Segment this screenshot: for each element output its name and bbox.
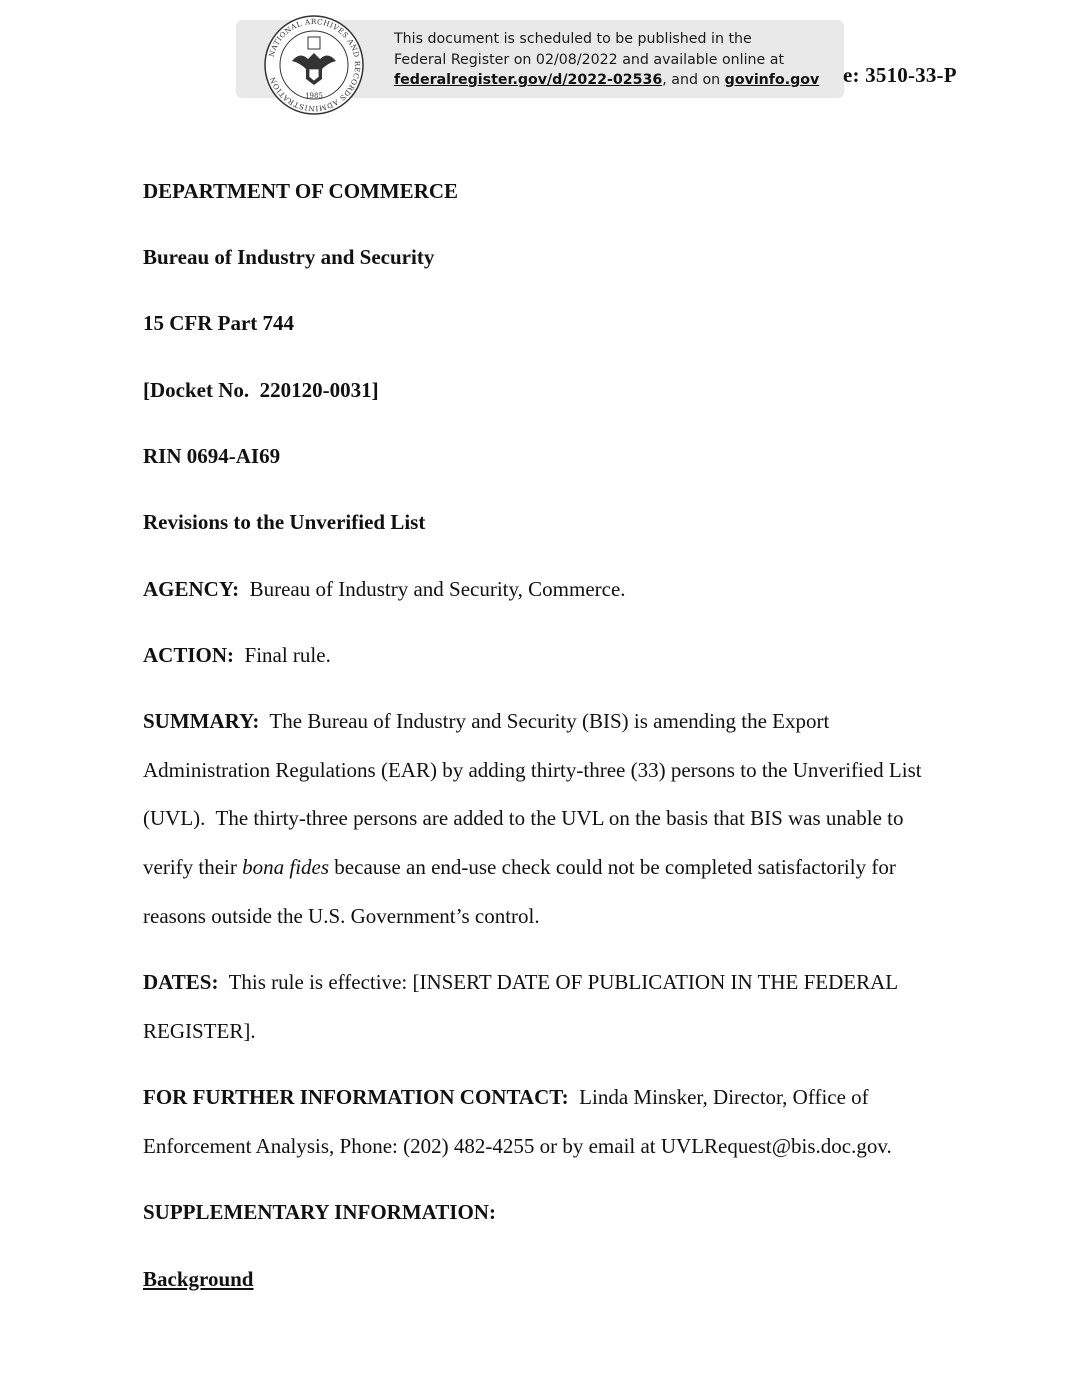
summary-line-3: (UVL). The thirty-three persons are added to the UVL on the basis that BIS was unable to xyxy=(143,806,904,830)
publication-banner xyxy=(236,16,844,114)
summary-text-1: The Bureau of Industry and Security (BIS) is amending the Export xyxy=(259,709,830,733)
govinfo-link[interactable]: govinfo.gov xyxy=(724,72,820,88)
federalregister-link[interactable]: federalregister.gov/d/2022-02536 xyxy=(394,72,663,88)
summary-line-1 xyxy=(143,709,829,734)
department-heading: DEPARTMENT OF COMMERCE xyxy=(143,179,459,203)
summary-line-2: Administration Regulations (EAR) by adding thirty-three (33) persons to the Unverified List xyxy=(143,758,922,782)
contact-line-2: Enforcement Analysis, Phone: (202) 482-4255 or by email at UVLRequest@bis.doc.gov. xyxy=(143,1134,892,1158)
summary-text-4a: verify their xyxy=(143,855,243,879)
banner-mid-text: , and on xyxy=(662,72,725,88)
background-heading: Background xyxy=(143,1267,254,1291)
action-line xyxy=(143,643,331,668)
agency-text: Bureau of Industry and Security, Commerce. xyxy=(239,577,626,601)
rule-title: Revisions to the Unverified List xyxy=(143,510,426,534)
summary-line-4 xyxy=(143,855,896,880)
dates-line-2: REGISTER]. xyxy=(143,1019,256,1043)
cfr-part: 15 CFR Part 744 xyxy=(143,311,295,335)
action-label: ACTION: xyxy=(143,643,235,667)
contact-line-1 xyxy=(143,1085,869,1110)
contact-text-1: Linda Minsker, Director, Office of xyxy=(568,1085,869,1109)
summary-line-5: reasons outside the U.S. Government’s control. xyxy=(143,904,540,928)
dates-text-1: This rule is effective: [INSERT DATE OF PUBLICATION IN THE FEDERAL xyxy=(218,970,899,994)
banner-text xyxy=(394,29,819,91)
seal-year: 1985 xyxy=(305,92,323,100)
action-text: Final rule. xyxy=(234,643,331,667)
banner-line-3 xyxy=(394,70,819,91)
supplementary-heading: SUPPLEMENTARY INFORMATION: xyxy=(143,1200,496,1224)
bureau-heading: Bureau of Industry and Security xyxy=(143,245,435,269)
dates-line-1 xyxy=(143,970,898,995)
svg-text:NATIONAL ARCHIVES AND RECORDS: NATIONAL ARCHIVES AND RECORDS ADMINISTRATION xyxy=(266,16,363,114)
billing-code: e: 3510-33-P xyxy=(843,63,957,87)
bona-fides-italic: bona fides xyxy=(242,855,330,879)
agency-label: AGENCY: xyxy=(143,577,240,601)
agency-line xyxy=(143,577,626,602)
rin-number: RIN 0694-AI69 xyxy=(143,444,281,468)
summary-text-4b: because an end-use check could not be completed satisfactorily for xyxy=(329,855,896,879)
banner-line-1: This document is scheduled to be published in the xyxy=(394,31,752,47)
contact-label: FOR FURTHER INFORMATION CONTACT: xyxy=(143,1085,569,1109)
dates-label: DATES: xyxy=(143,970,219,994)
national-archives-seal-icon xyxy=(262,13,366,117)
summary-label: SUMMARY: xyxy=(143,709,260,733)
banner-line-2: Federal Register on 02/08/2022 and available online at xyxy=(394,51,785,68)
docket-number: [Docket No. 220120-0031] xyxy=(143,378,379,402)
